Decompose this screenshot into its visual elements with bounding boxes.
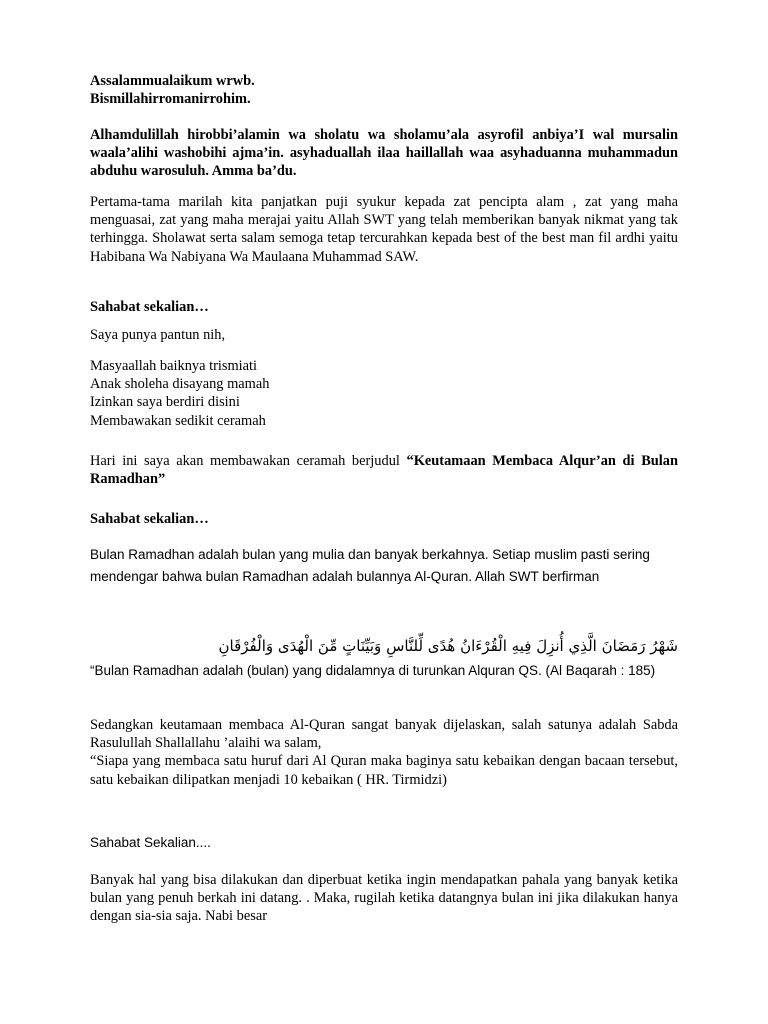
hadith-quote: “Siapa yang membaca satu huruf dari Al Quran maka baginya satu kebaikan dengan bacaan tersebut, satu kebaikan dilipatkan menjadi 10 kebaikan ( HR. Tirmidzi) [90,753,678,788]
greeting-1: Sahabat sekalian… [90,299,209,315]
pantun-line: Masyaallah baiknya trismiati [90,358,258,374]
hadith-intro: Sedangkan keutamaan membaca Al-Quran sangat banyak dijelaskan, salah satunya adalah Sabda Rasulullah Shallallahu ’alaihi wa salam, [90,717,678,752]
arabic-verse: شَهْرُ رَمَضَانَ الَّذِي أُنزِلَ فِيهِ الْقُرْءَانُ هُدًى لِّلنَّاسِ وَبَيِّنَاتٍ مِّنَ الْهُدَى وَالْفُرْقَانِ [218,637,678,655]
pantun-intro: Saya punya pantun nih, [90,327,226,343]
closing-paragraph: Banyak hal yang bisa dilakukan dan diperbuat ketika ingin mendapatkan pahala yang banyak ketika bulan yang penuh berkah ini datang. . Maka, rugilah ketika datangnya bulan ini jika dilakukan hanya dengan sia-sia saja. Nabi besar [90,872,678,925]
topic-paragraph [90,452,678,488]
salam-line: Assalammualaikum wrwb. [90,73,255,89]
topic-title: “Keutamaan Membaca Alqur’an di Bulan Ramadhan” [90,453,678,488]
hadith-paragraph [90,716,678,789]
ramadhan-paragraph: Bulan Ramadhan adalah bulan yang mulia dan banyak berkahnya. Setiap muslim pasti sering mendengar bahwa bulan Ramadhan adalah bulannya Al-Quran. Allah SWT berfirman [90,547,650,584]
greeting-3: Sahabat Sekalian.... [90,835,211,850]
verse-translation: “Bulan Ramadhan adalah (bulan) yang didalamnya di turunkan Alquran QS. (Al Baqarah : 185) [90,663,656,678]
pantun-line: Anak sholeha disayang mamah [90,376,270,393]
intro-paragraph: Pertama-tama marilah kita panjatkan puji syukur kepada zat pencipta alam , zat yang maha menguasai, zat yang maha merajai yaitu Allah SWT yang telah memberikan banyak nikmat yang tak terhingga. Sholawat serta salam semoga tetap tercurahkan kepada best of the best man fil ardhi yaitu Habibana Wa Nabiyana Wa Maulaana Muhammad SAW. [90,194,678,265]
greeting-2: Sahabat sekalian… [90,511,209,527]
opening-salutation [90,72,678,108]
pantun-verse [90,357,678,430]
pantun-line: Membawakan sedikit ceramah [90,412,266,429]
pantun-line: Izinkan saya berdiri disini [90,394,240,411]
praise-paragraph: Alhamdulillah hirobbi’alamin wa sholatu wa sholamu’ala asyrofil anbiya’I wal mursalin waala’alihi washobihi ajma’in. asyhaduallah ilaa haillallah waa asyhaduanna muhammadun abduhu warosuluh. Amma ba’du. [90,127,678,180]
basmalah-line: Bismillahirromanirrohim. [90,91,251,108]
topic-prefix: Hari ini saya akan membawakan ceramah berjudul [90,453,407,469]
